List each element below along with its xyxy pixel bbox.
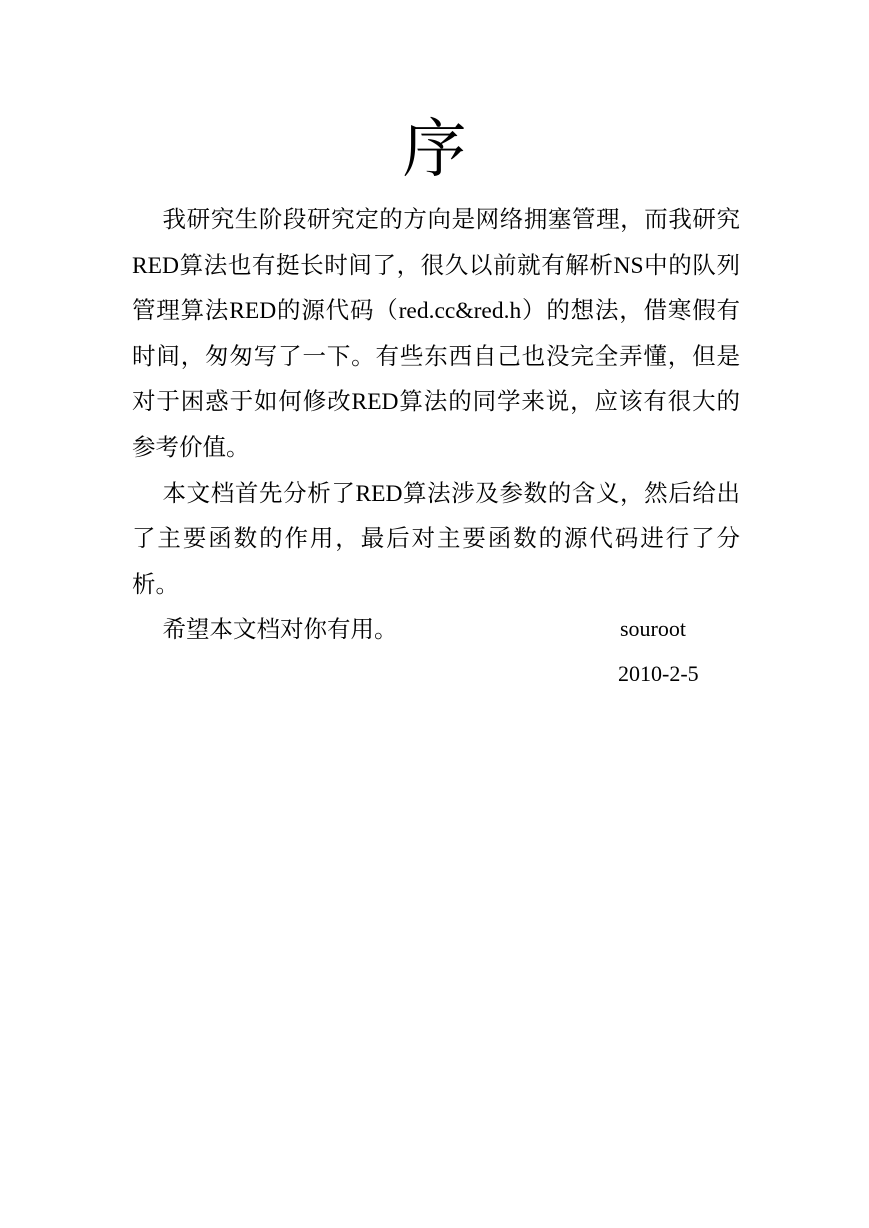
author-name: souroot xyxy=(620,616,686,641)
paragraph-summary: 本文档首先分析了RED算法涉及参数的含义，然后给出了主要函数的作用，最后对主要函数的源代码进行了分析。 xyxy=(132,480,740,598)
date-text: 2010-2-5 xyxy=(618,661,699,686)
page-title: 序 xyxy=(402,114,467,185)
paragraph-closing: 希望本文档对你有用。 xyxy=(162,617,398,644)
preface-body xyxy=(132,198,740,654)
paragraph-intro: 我研究生阶段研究定的方向是网络拥塞管理，而我研究RED算法也有挺长时间了，很久以前就有解析NS中的队列管理算法RED的源代码（red.cc&red.h）的想法，借寒假有时间，匆匆写了一下。有些东西自己也没完全弄懂，但是对于困惑于如何修改RED算法的同学来说，应该有很大的参考价值。 xyxy=(132,207,740,461)
